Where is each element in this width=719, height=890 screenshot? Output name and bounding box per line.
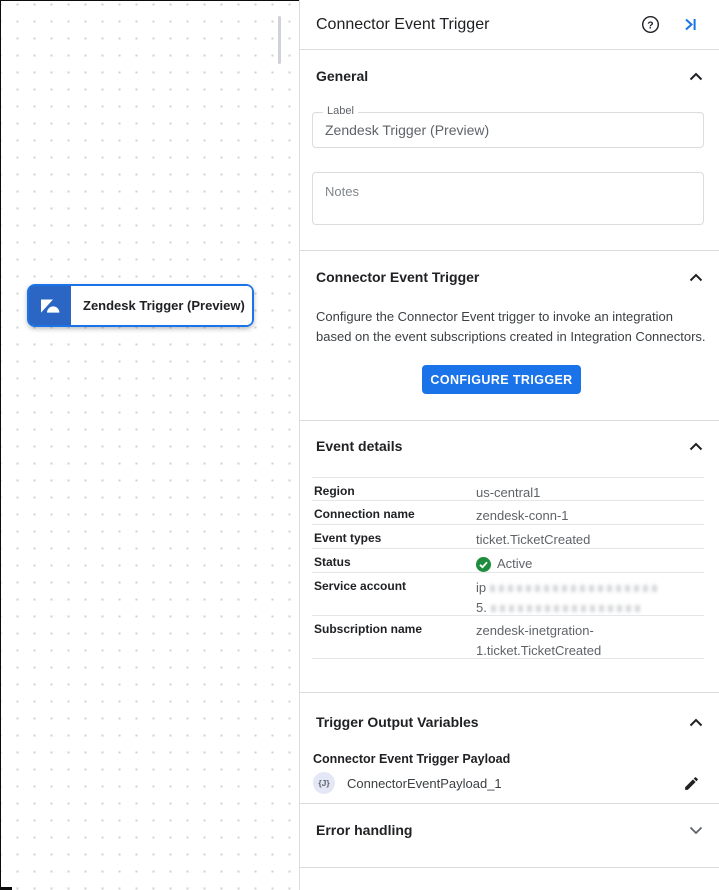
status-text: Active — [497, 556, 533, 571]
configure-trigger-button[interactable]: CONFIGURE TRIGGER — [422, 365, 581, 394]
label-input[interactable] — [313, 113, 703, 147]
divider — [300, 692, 719, 693]
detail-row-region — [312, 477, 704, 501]
trigger-description-line2: based on the event subscriptions created in Integration Connectors. — [316, 329, 706, 344]
chevron-up-icon[interactable] — [689, 442, 703, 451]
detail-row-event-types — [312, 525, 704, 549]
service-account-line1: ip — [476, 580, 487, 595]
detail-label: Subscription name — [314, 622, 423, 636]
detail-row-status — [312, 549, 704, 573]
trigger-description-line1: Configure the Connector Event trigger to invoke an integration — [316, 309, 673, 324]
divider — [300, 420, 719, 421]
trigger-node-label: Zendesk Trigger (Preview) — [71, 286, 252, 325]
section-connector-event-trigger-title: Connector Event Trigger — [316, 269, 480, 285]
chevron-up-icon[interactable] — [689, 718, 703, 727]
detail-label: Region — [314, 484, 355, 498]
service-account-line2: 5. — [476, 600, 487, 615]
section-event-details-title: Event details — [316, 438, 403, 454]
section-error-handling-title: Error handling — [316, 822, 413, 838]
section-event-details[interactable] — [300, 438, 719, 454]
trigger-description — [316, 307, 708, 347]
detail-value: us-central1 — [476, 485, 541, 500]
trigger-node-zendesk[interactable] — [27, 284, 254, 327]
chevron-down-icon[interactable] — [689, 826, 703, 835]
section-trigger-output-variables-title: Trigger Output Variables — [316, 714, 479, 730]
section-connector-event-trigger[interactable] — [300, 269, 719, 285]
panel-title: Connector Event Trigger — [316, 15, 490, 33]
detail-row-connection-name — [312, 501, 704, 525]
section-error-handling[interactable] — [300, 822, 719, 838]
detail-row-subscription-name — [312, 616, 704, 659]
detail-value: zendesk-conn-1 — [476, 508, 569, 523]
label-field-legend: Label — [323, 105, 358, 117]
notes-field[interactable] — [312, 172, 704, 225]
status-active-check-icon — [476, 557, 491, 572]
detail-row-service-account — [312, 573, 704, 616]
section-trigger-output-variables[interactable] — [300, 714, 719, 730]
collapse-panel-icon[interactable] — [677, 12, 703, 38]
label-field[interactable] — [312, 105, 704, 148]
chevron-up-icon[interactable] — [689, 273, 703, 282]
payload-variable-name: ConnectorEventPayload_1 — [347, 775, 502, 791]
subscription-line1: zendesk-inetgration- — [476, 623, 594, 638]
chevron-up-icon[interactable] — [689, 72, 703, 81]
divider — [300, 803, 719, 804]
subscription-line2: 1.ticket.TicketCreated — [476, 643, 602, 658]
detail-label: Status — [314, 555, 351, 569]
panel-header — [300, 0, 719, 50]
detail-label: Service account — [314, 579, 407, 593]
section-general[interactable] — [300, 68, 719, 84]
redaction-blur — [490, 585, 658, 592]
integration-canvas[interactable] — [0, 0, 299, 890]
json-variable-icon: {J} — [313, 772, 335, 794]
pencil-icon[interactable] — [678, 770, 704, 796]
detail-label: Connection name — [314, 507, 415, 521]
help-icon[interactable] — [637, 12, 663, 38]
divider — [300, 867, 719, 868]
section-general-title: General — [316, 68, 369, 84]
detail-value — [476, 616, 704, 667]
payload-variable-row — [313, 770, 704, 796]
redaction-blur — [491, 605, 641, 612]
canvas-scrollbar[interactable] — [278, 16, 281, 64]
payload-label: Connector Event Trigger Payload — [313, 752, 511, 766]
notes-input[interactable] — [313, 173, 703, 224]
svg-text:?: ? — [646, 20, 654, 32]
detail-value: ticket.TicketCreated — [476, 532, 591, 547]
trigger-config-panel — [299, 0, 719, 890]
detail-label: Event types — [314, 531, 382, 545]
zendesk-logo-icon — [29, 286, 71, 325]
divider — [300, 250, 719, 251]
